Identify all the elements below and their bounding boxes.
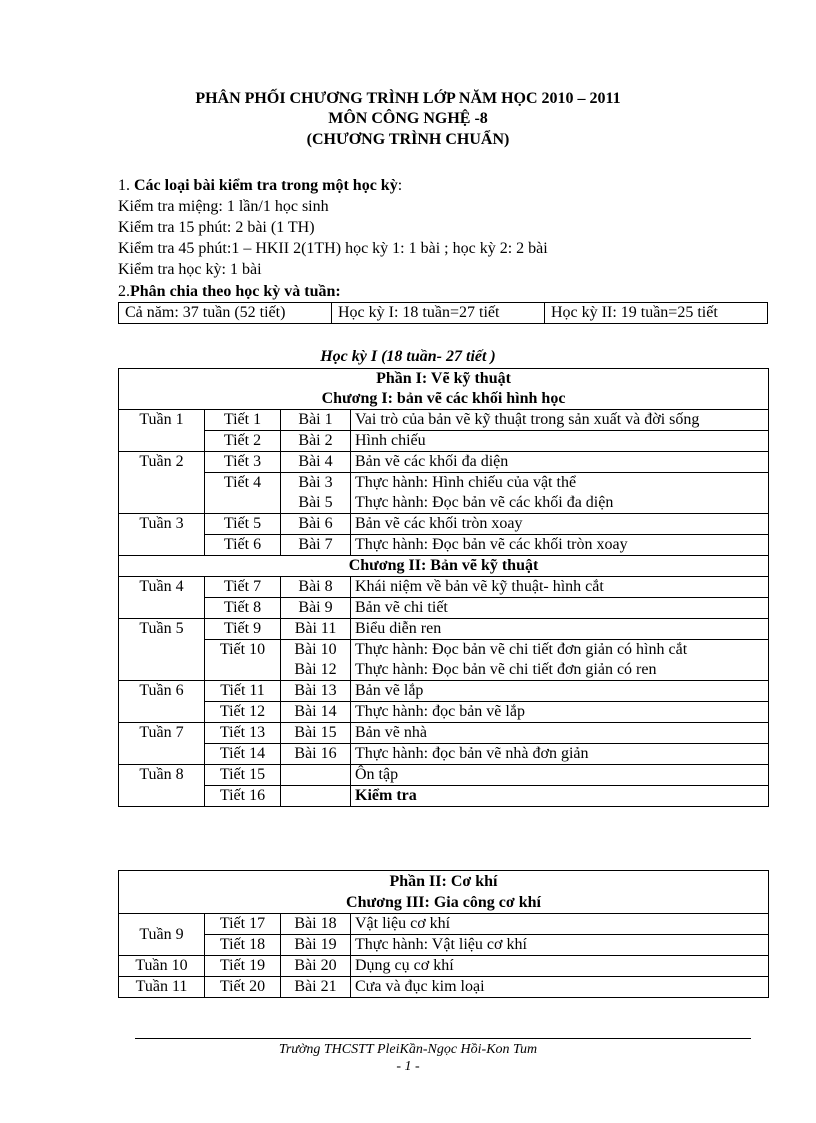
table-row bbox=[119, 723, 769, 744]
table-row bbox=[119, 473, 769, 494]
week-cell: Tuần 11 bbox=[119, 977, 205, 998]
lesson-period: Tiết 1 bbox=[205, 410, 281, 431]
lesson-number: Bài 12 bbox=[281, 660, 351, 681]
table-row bbox=[119, 744, 769, 765]
week-cell: Tuần 9 bbox=[119, 914, 205, 956]
lesson-content: Vai trò của bản vẽ kỹ thuật trong sản xuất và đời sống bbox=[351, 410, 769, 431]
table-row bbox=[119, 431, 769, 452]
table-row bbox=[119, 702, 769, 723]
table-row bbox=[119, 410, 769, 431]
lesson-period: Tiết 18 bbox=[205, 935, 281, 956]
lesson-period: Tiết 9 bbox=[205, 619, 281, 640]
lesson-period: Tiết 5 bbox=[205, 514, 281, 535]
footer-divider bbox=[135, 1038, 751, 1039]
summary-year: Cả năm: 37 tuần (52 tiết) bbox=[119, 303, 332, 324]
lesson-content: Thực hành: đọc bản vẽ nhà đơn giản bbox=[351, 744, 769, 765]
lesson-content: Bản vẽ chi tiết bbox=[351, 598, 769, 619]
lesson-content: Thực hành: Đọc bản vẽ các khối tròn xoay bbox=[351, 535, 769, 556]
table-row bbox=[119, 935, 769, 956]
footer-school: Trường THCSTT PleiKần-Ngọc Hồi-Kon Tum bbox=[278, 1042, 538, 1057]
table-row bbox=[119, 914, 769, 935]
lesson-content: Thực hành: Đọc bản vẽ chi tiết đơn giản có ren bbox=[351, 660, 769, 681]
week-cell: Tuần 10 bbox=[119, 956, 205, 977]
section2-heading bbox=[118, 281, 341, 302]
lesson-number bbox=[281, 765, 351, 786]
lesson-content: Thực hành: Vật liệu cơ khí bbox=[351, 935, 769, 956]
lesson-number: Bài 4 bbox=[281, 452, 351, 473]
lesson-content: Thực hành: Đọc bản vẽ chi tiết đơn giản có hình cắt bbox=[351, 640, 769, 661]
page-number: - 1 - bbox=[396, 1059, 420, 1074]
part2-table bbox=[118, 870, 769, 998]
table-row bbox=[119, 681, 769, 702]
lesson-content: Hình chiếu bbox=[351, 431, 769, 452]
table-row bbox=[119, 640, 769, 661]
lesson-number: Bài 21 bbox=[281, 977, 351, 998]
lesson-number: Bài 13 bbox=[281, 681, 351, 702]
section1-colon: : bbox=[397, 177, 403, 194]
lesson-period: Tiết 14 bbox=[205, 744, 281, 765]
lesson-period: Tiết 19 bbox=[205, 956, 281, 977]
part-heading: Phần II: Cơ khí bbox=[119, 871, 769, 893]
lesson-content: Bản vẽ các khối tròn xoay bbox=[351, 514, 769, 535]
exam-item: Kiểm tra học kỳ: 1 bài bbox=[118, 261, 262, 278]
lesson-content: Kiểm tra bbox=[351, 786, 769, 807]
lesson-period: Tiết 4 bbox=[205, 473, 281, 514]
lesson-content: Khái niệm về bản vẽ kỹ thuật- hình cắt bbox=[351, 577, 769, 598]
lesson-number: Bài 9 bbox=[281, 598, 351, 619]
lesson-period: Tiết 3 bbox=[205, 452, 281, 473]
lesson-number: Bài 3 bbox=[281, 473, 351, 494]
document-title: PHÂN PHỐI CHƯƠNG TRÌNH LỚP NĂM HỌC 2010 – 2011 bbox=[195, 90, 621, 107]
lesson-content: Ôn tập bbox=[351, 765, 769, 786]
lesson-period: Tiết 8 bbox=[205, 598, 281, 619]
week-cell: Tuần 3 bbox=[119, 514, 205, 556]
chapter-heading: Chương II: Bản vẽ kỹ thuật bbox=[119, 556, 769, 577]
lesson-number bbox=[281, 786, 351, 807]
table-row bbox=[119, 619, 769, 640]
lesson-period: Tiết 7 bbox=[205, 577, 281, 598]
summary-sem2: Học kỳ II: 19 tuần=25 tiết bbox=[545, 303, 768, 324]
table-row bbox=[119, 452, 769, 473]
lesson-content: Biểu diễn ren bbox=[351, 619, 769, 640]
lesson-content: Bản vẽ các khối đa diện bbox=[351, 452, 769, 473]
lesson-number: Bài 8 bbox=[281, 577, 351, 598]
lesson-number: Bài 6 bbox=[281, 514, 351, 535]
exam-item: Kiểm tra 45 phút:1 – HKII 2(1TH) học kỳ 1: 1 bài ; học kỳ 2: 2 bài bbox=[118, 240, 548, 257]
lesson-period: Tiết 12 bbox=[205, 702, 281, 723]
table-row bbox=[119, 514, 769, 535]
lesson-period: Tiết 16 bbox=[205, 786, 281, 807]
exam-item: Kiểm tra miệng: 1 lần/1 học sinh bbox=[118, 198, 329, 215]
table-row bbox=[119, 977, 769, 998]
section2-title: Phân chia theo học kỳ và tuần: bbox=[130, 283, 341, 300]
lesson-number: Bài 15 bbox=[281, 723, 351, 744]
table-row bbox=[119, 577, 769, 598]
lesson-number: Bài 16 bbox=[281, 744, 351, 765]
section2-number: 2. bbox=[118, 283, 130, 300]
lesson-number: Bài 2 bbox=[281, 431, 351, 452]
exam-item: Kiểm tra 15 phút: 2 bài (1 TH) bbox=[118, 219, 315, 236]
lesson-number: Bài 10 bbox=[281, 640, 351, 661]
section1-title: Các loại bài kiểm tra trong một học kỳ bbox=[134, 177, 398, 194]
lesson-period: Tiết 15 bbox=[205, 765, 281, 786]
lesson-number: Bài 7 bbox=[281, 535, 351, 556]
summary-table bbox=[118, 302, 768, 324]
semester1-title: Học kỳ I (18 tuần- 27 tiết ) bbox=[320, 348, 496, 365]
week-cell: Tuần 4 bbox=[119, 577, 205, 619]
table-row bbox=[119, 765, 769, 786]
lesson-content: Thực hành: Hình chiếu của vật thể bbox=[351, 473, 769, 494]
week-cell: Tuần 2 bbox=[119, 452, 205, 514]
part-heading: Phần I: Vẽ kỹ thuật bbox=[119, 369, 769, 390]
lesson-content: Cưa và đục kim loại bbox=[351, 977, 769, 998]
lesson-period: Tiết 13 bbox=[205, 723, 281, 744]
lesson-period: Tiết 17 bbox=[205, 914, 281, 935]
section1-number: 1. bbox=[118, 177, 134, 194]
lesson-content: Thực hành: Đọc bản vẽ các khối đa diện bbox=[351, 493, 769, 514]
semester1-table bbox=[118, 368, 769, 807]
lesson-number: Bài 20 bbox=[281, 956, 351, 977]
lesson-number: Bài 18 bbox=[281, 914, 351, 935]
table-row bbox=[119, 598, 769, 619]
lesson-number: Bài 1 bbox=[281, 410, 351, 431]
week-cell: Tuần 8 bbox=[119, 765, 205, 807]
week-cell: Tuần 7 bbox=[119, 723, 205, 765]
lesson-period: Tiết 2 bbox=[205, 431, 281, 452]
chapter-heading: Chương I: bản vẽ các khối hình học bbox=[119, 389, 769, 410]
lesson-number: Bài 14 bbox=[281, 702, 351, 723]
section1-heading bbox=[118, 175, 402, 196]
week-cell: Tuần 1 bbox=[119, 410, 205, 452]
lesson-number: Bài 19 bbox=[281, 935, 351, 956]
chapter-heading: Chương III: Gia công cơ khí bbox=[119, 892, 769, 914]
lesson-content: Bản vẽ lắp bbox=[351, 681, 769, 702]
lesson-content: Dụng cụ cơ khí bbox=[351, 956, 769, 977]
lesson-content: Vật liệu cơ khí bbox=[351, 914, 769, 935]
table-row bbox=[119, 786, 769, 807]
lesson-content: Thực hành: đọc bản vẽ lắp bbox=[351, 702, 769, 723]
lesson-period: Tiết 11 bbox=[205, 681, 281, 702]
summary-sem1: Học kỳ I: 18 tuần=27 tiết bbox=[332, 303, 545, 324]
subject-title: MÔN CÔNG NGHỆ -8 bbox=[328, 110, 488, 127]
lesson-number: Bài 11 bbox=[281, 619, 351, 640]
lesson-number: Bài 5 bbox=[281, 493, 351, 514]
week-cell: Tuần 6 bbox=[119, 681, 205, 723]
lesson-period: Tiết 10 bbox=[205, 640, 281, 681]
lesson-period: Tiết 20 bbox=[205, 977, 281, 998]
table-row bbox=[119, 956, 769, 977]
program-title: (CHƯƠNG TRÌNH CHUẨN) bbox=[306, 131, 510, 148]
lesson-period: Tiết 6 bbox=[205, 535, 281, 556]
table-row bbox=[119, 535, 769, 556]
week-cell: Tuần 5 bbox=[119, 619, 205, 681]
lesson-content: Bản vẽ nhà bbox=[351, 723, 769, 744]
